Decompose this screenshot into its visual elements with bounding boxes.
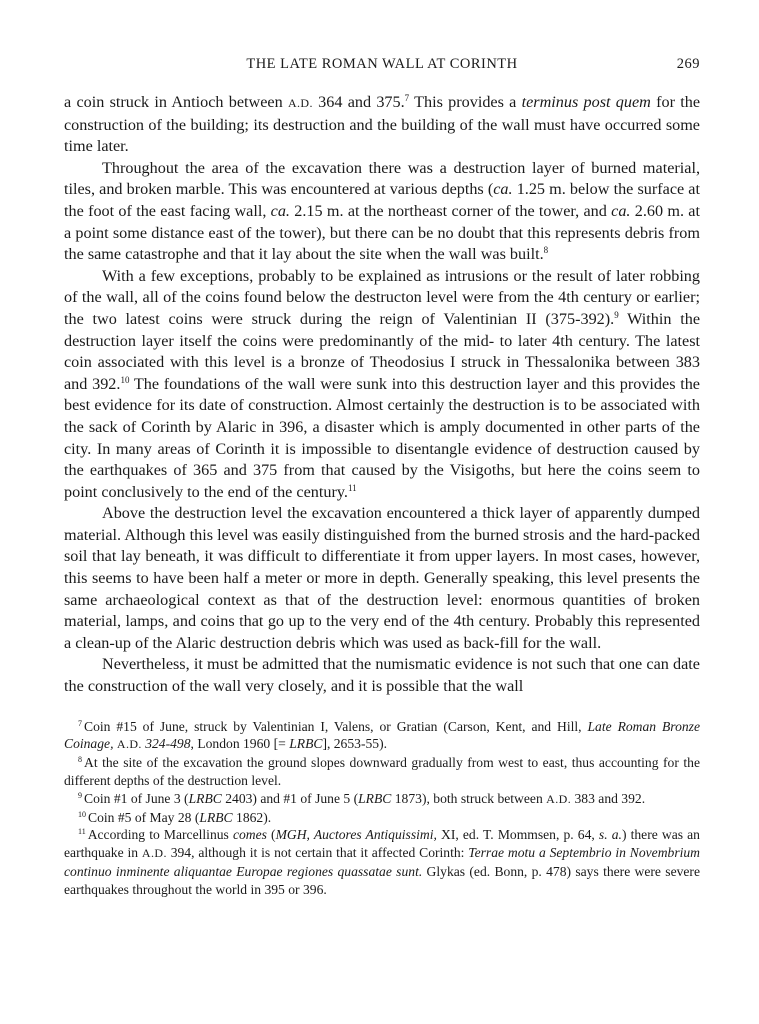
footnote-7: $^7$ Coin #15 of June, struck by Valentinian I, Valens, or Gratian (Carson, Kent, and Hill, Late Roman Bronze Coinage, A.D. 324-498, London 1960 [= LRBC], 2653-55). <box>64 718 700 752</box>
footnote-8: $^8$ At the site of the excavation the ground slopes downward gradually from west to east, thus accounting for the different depths of the destruction level. <box>64 755 700 789</box>
page-number: 269 <box>676 56 700 72</box>
footnote-ref-11: 11 <box>347 482 357 493</box>
footnote-ref-7: 7 <box>404 93 410 103</box>
running-head <box>64 56 700 76</box>
footnote-ref-10: 10 <box>120 374 130 385</box>
footnotes <box>64 718 700 899</box>
paragraph-3: With a few exceptions, probably to be explained as intrusions or the result of later robbing of the wall, all of the coins found below the destructon level were from the 4th century or earlier; the two latest coins were struck during the reign of Valentinian II (375-392).$^9$ Within the destruction layer itself the coins were predominantly of the mid- to later 4th century. The latest coin associated with this level is a bronze of Theodosius I struck in Thessalonika between 383 and 392.10 The foundations of the wall were sunk into this destruction layer and this provides the best evidence for its date of construction. Almost certainly the destruction is to be associated with the sack of Corinth by Alaric in 396, a disaster which is amply documented in other parts of the city. In many areas of Corinth it is impossible to disentangle evidence of destruction caused by the earthquakes of 365 and 375 from that caused by the Visigoths, but here the coins seem to point conclusively to the end of the century.$^{11}$ <box>64 266 701 501</box>
footnote-ref-9: 9 <box>614 309 619 320</box>
paragraph-4: Above the destruction level the excavation encountered a thick layer of apparently dumped material. Although this level was easily distinguished from the burned strosis and the hard-packed soil that lay beneath, it was difficult to differentiate it from upper layers. In most cases, however, this seems to have been half a meter or more in depth. Generally speaking, this level presents the same archaeological context as that of the destruction level: enormous quantities of broken material, lamps, and coins that go up to the very end of the 4th century. Probably this represented a clean-up of the Alaric destruction debris which was used as back-fill for the wall. <box>64 504 700 652</box>
paragraph-1: a coin struck in Antioch between A.D. 364 and 375.$^7$ This provides a terminus post quem for the construction of the building; its destruction and the building of the wall must have occurred some time later. <box>64 93 701 156</box>
footnote-11: $^{11}$ According to Marcellinus comes (MGH, Auctores Antiquissimi, XI, ed. T. Mommsen, p. 64, s. a.) there was an earthquake in A.D. 394, although it is not certain that it affected Corinth: Terrae motu a Septembrio in Novembrium continuo inminente aliquantae Europae regiones quassatae sunt. Glykas (ed. Bonn, p. 478) says there were severe earthquakes throughout the world in 395 or 396. <box>64 827 701 897</box>
footnote-9: $^9$ Coin #1 of June 3 (LRBC 2403) and #1 of June 5 (LRBC 1873), both struck between A.D. 383 and 392. <box>78 790 646 806</box>
paragraph-2: Throughout the area of the excavation there was a destruction layer of burned material, tiles, and broken marble. This was encountered at various depths (ca. 1.25 m. below the surface at the foot of the east facing wall, ca. 2.15 m. at the northeast corner of the tower, and ca. 2.60 m. at a point some distance east of the tower), but there can be no doubt that this represents debris from the same catastrophe and that it lay about the site when the wall was built.$^8$ <box>64 158 700 264</box>
running-title: THE LATE ROMAN WALL AT CORINTH <box>246 56 518 72</box>
footnote-ref-8: 8 <box>543 245 549 256</box>
body-text <box>64 92 700 698</box>
paragraph-5: Nevertheless, it must be admitted that the numismatic evidence is not such that one can date the construction of the wall very closely, and it is possible that the wall <box>64 655 700 696</box>
footnote-10: $^{10}$ Coin #5 of May 28 (LRBC 1862). <box>78 809 272 825</box>
page <box>64 56 700 899</box>
